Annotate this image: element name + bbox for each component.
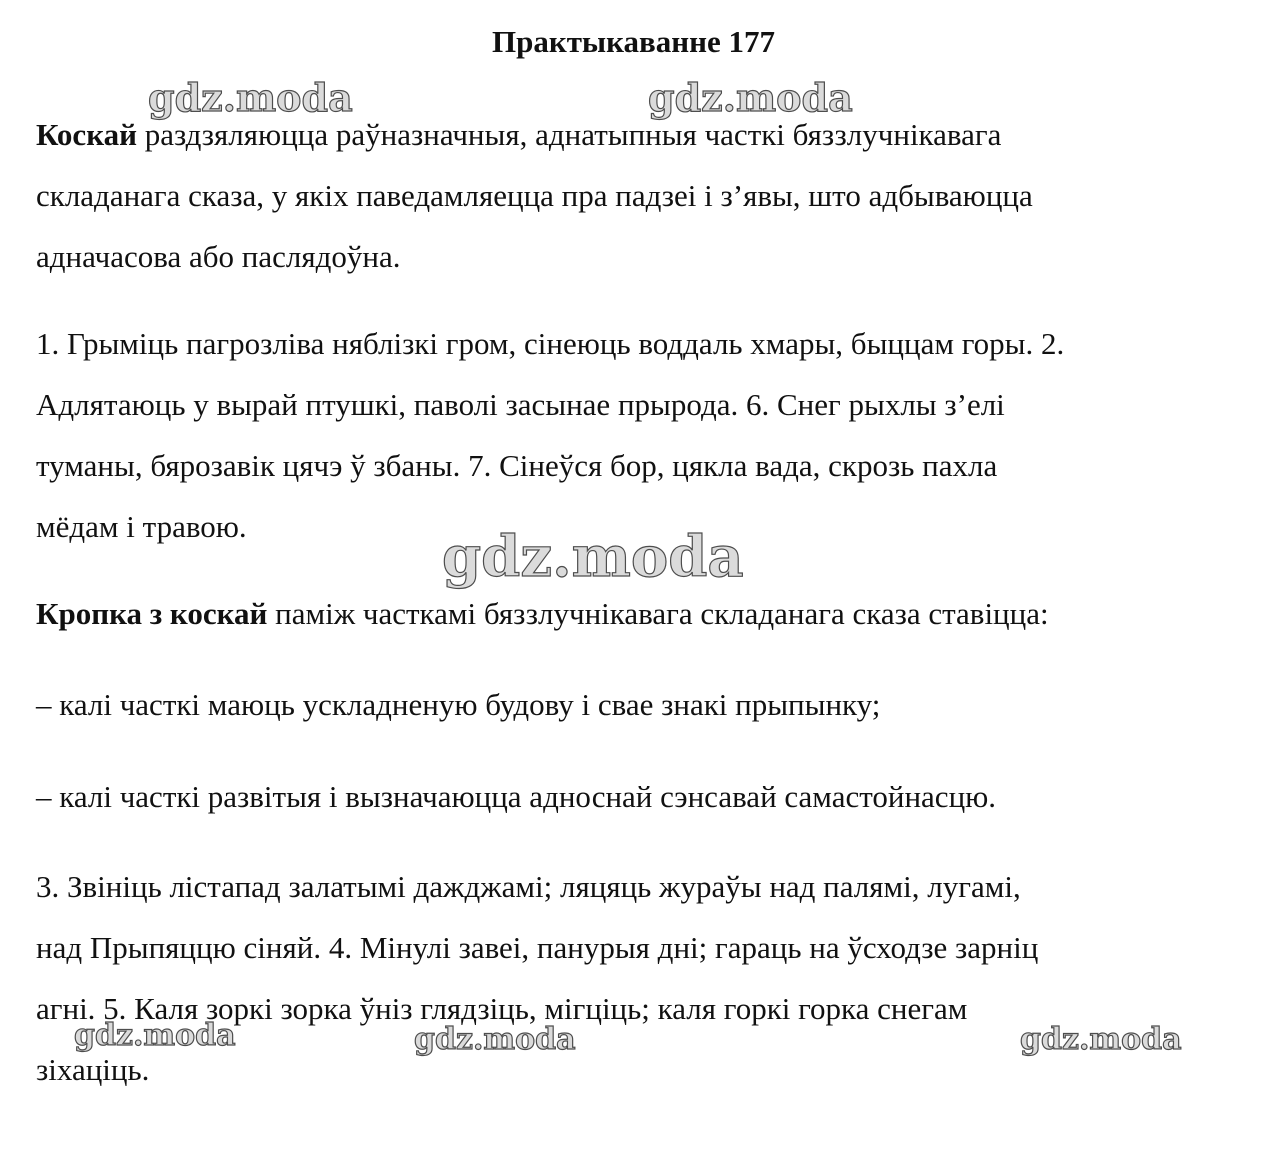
rule-comma-term: Коскай [36,117,137,152]
watermark-logo: gdz.moda [148,75,353,120]
example-line: агні. 5. Каля зоркі зорка ўніз глядзіць, мігціць; каля горкі горка снегам [36,991,968,1026]
watermark-logo: gdz.moda [1020,1022,1182,1057]
example-line: Адлятаюць у вырай птушкі, паволі засынае прырода. 6. Снег рыхлы з’елі [36,387,1005,422]
rule-semicolon-text: паміж часткамі бяззлучнікавага складанага сказа ставіцца: [267,596,1049,631]
watermark-logo: gdz.moda [648,75,853,120]
example-line: зіхаціць. [36,1052,150,1087]
rule-comma-text: раздзяляюцца раўназначныя, аднатыпныя часткі бяззлучнікавага [136,117,1002,152]
watermark-logo: gdz.moda [442,524,744,590]
condition-text: – калі часткі маюць ускладненую будову і свае знакі прыпынку; [36,687,881,722]
condition-item [36,674,1231,735]
watermark-logo: gdz.moda [74,1018,236,1053]
condition-item [36,766,1231,827]
rule-semicolon-term: Кропка з коскай [36,596,268,631]
condition-text: – калі часткі развітыя і вызначаюцца адноснай сэнсавай самастойнасцю. [36,779,997,814]
rule-semicolon-paragraph [36,583,1231,644]
watermark-logo: gdz.moda [414,1022,576,1057]
examples-comma-paragraph [36,313,1231,557]
rule-comma-line: адначасова або паслядоўна. [36,239,401,274]
example-line: 1. Грыміць пагрозліва няблізкі гром, сінеюць воддаль хмары, быццам горы. 2. [36,326,1065,361]
example-line: 3. Звініць лістапад залатымі дажджамі; ляцяць жураўы над палямі, лугамі, [36,869,1021,904]
exercise-title: Практыкаванне 177 [491,24,775,59]
rule-comma-line: складанага сказа, у якіх паведамляецца пра падзеі і з’явы, што адбываюцца [36,178,1033,213]
rule-comma-line [36,104,1231,165]
example-line: над Прыпяццю сіняй. 4. Мінулі завеі, панурыя дні; гараць на ўсходзе зарніц [36,930,1039,965]
example-line: туманы, бярозавік цячэ ў збаны. 7. Сінеўся бор, цякла вада, скрозь пахла [36,448,998,483]
example-line: мёдам і травою. [36,509,247,544]
rule-semicolon-line [36,583,1231,644]
rule-comma-paragraph [36,104,1231,287]
examples-semicolon-paragraph [36,856,1231,1100]
